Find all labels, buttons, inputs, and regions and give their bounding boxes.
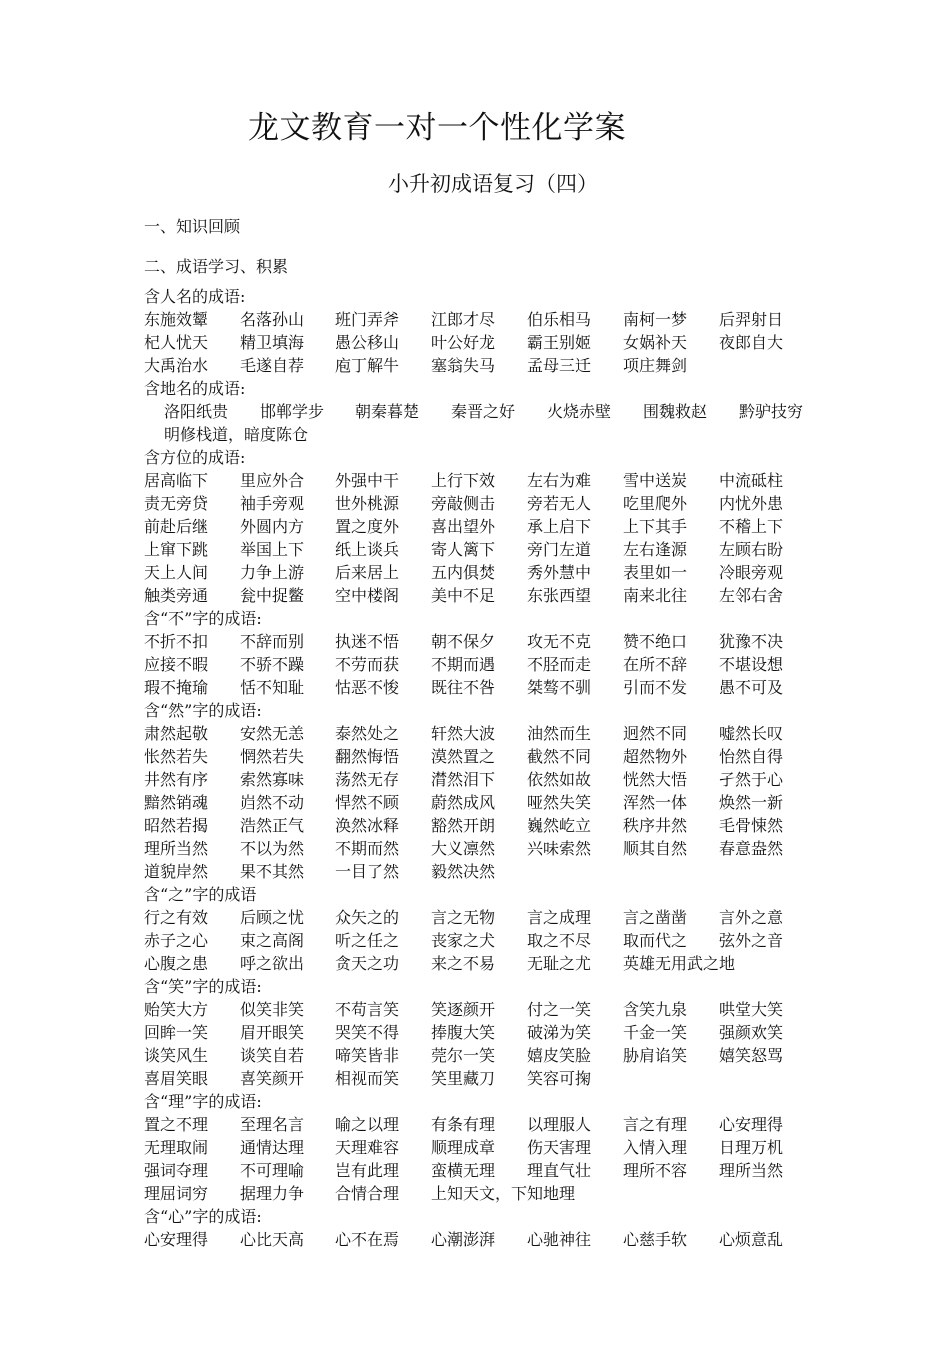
idiom: 围魏救赵	[643, 402, 708, 421]
idiom: 道貌岸然	[144, 862, 209, 881]
idiom: 蔚然成风	[431, 793, 496, 812]
idiom-content	[144, 285, 844, 1251]
idiom: 岂有此理	[335, 1161, 400, 1180]
idiom-row	[144, 952, 844, 975]
idiom-row	[144, 1067, 844, 1090]
idiom: 千金一笑	[623, 1023, 688, 1042]
idiom: 在所不辞	[623, 655, 688, 674]
idiom: 蛮横无理	[431, 1161, 496, 1180]
idiom: 言之成理	[527, 908, 592, 927]
idiom: 春意盎然	[719, 839, 784, 858]
idiom: 嘘然长叹	[719, 724, 784, 743]
idiom: 空中楼阁	[335, 586, 400, 605]
idiom-row	[144, 906, 844, 929]
idiom: 雪中送炭	[623, 471, 688, 490]
idiom: 贻笑大方	[144, 1000, 209, 1019]
idiom: 强颜欢笑	[719, 1023, 784, 1042]
group-heading: 含方位的成语:	[144, 448, 246, 467]
idiom: 言之无物	[431, 908, 496, 927]
idiom: 孑然于心	[719, 770, 784, 789]
idiom: 触类旁通	[144, 586, 209, 605]
idiom: 入情入理	[623, 1138, 688, 1157]
idiom-row	[144, 538, 844, 561]
idiom: 昭然若揭	[144, 816, 209, 835]
idiom: 强词夺理	[144, 1161, 209, 1180]
idiom: 索然寡味	[240, 770, 305, 789]
idiom: 轩然大波	[431, 724, 496, 743]
idiom: 伤天害理	[527, 1138, 592, 1157]
document-title: 龙文教育一对一个性化学案	[248, 110, 626, 146]
idiom: 内忧外患	[719, 494, 784, 513]
idiom: 心比天高	[240, 1230, 305, 1249]
idiom: 焕然一新	[719, 793, 784, 812]
idiom: 项庄舞剑	[623, 356, 688, 375]
idiom: 心安理得	[719, 1115, 784, 1134]
idiom: 吃里爬外	[623, 494, 688, 513]
idiom: 言之凿凿	[623, 908, 688, 927]
idiom: 胁肩谄笑	[623, 1046, 688, 1065]
idiom: 不辞而别	[240, 632, 305, 651]
idiom: 顺其自然	[623, 839, 688, 858]
idiom-row	[144, 1182, 844, 1205]
idiom: 举国上下	[240, 540, 305, 559]
idiom: 洛阳纸贵	[164, 402, 229, 421]
idiom: 嬉笑怒骂	[719, 1046, 784, 1065]
idiom: 杞人忧天	[144, 333, 209, 352]
idiom: 女娲补天	[623, 333, 688, 352]
idiom: 不以为然	[240, 839, 305, 858]
idiom: 冷眼旁观	[719, 563, 784, 582]
idiom: 毛骨悚然	[719, 816, 784, 835]
idiom-row	[144, 1044, 844, 1067]
idiom: 应接不暇	[144, 655, 209, 674]
idiom-row	[144, 1113, 844, 1136]
idiom: 赤子之心	[144, 931, 209, 950]
idiom: 外圆内方	[240, 517, 305, 536]
idiom: 言之有理	[623, 1115, 688, 1134]
idiom: 嬉皮笑脸	[527, 1046, 592, 1065]
idiom: 来之不易	[431, 954, 496, 973]
idiom: 行之有效	[144, 908, 209, 927]
idiom: 塞翁失马	[431, 356, 496, 375]
idiom-row	[144, 1228, 844, 1251]
idiom: 班门弄斧	[335, 310, 400, 329]
idiom: 荡然无存	[335, 770, 400, 789]
idiom: 惘然若失	[240, 747, 305, 766]
section-heading-idioms: 二、成语学习、积累	[144, 257, 289, 276]
idiom: 顺理成章	[431, 1138, 496, 1157]
idiom: 啼笑皆非	[335, 1046, 400, 1065]
idiom: 喜出望外	[431, 517, 496, 536]
idiom: 哑然失笑	[527, 793, 592, 812]
group-heading: 含“理”字的成语:	[144, 1092, 262, 1111]
idiom: 莞尔一笑	[431, 1046, 496, 1065]
idiom: 不期而遇	[431, 655, 496, 674]
idiom: 上知天文，下知地理	[431, 1184, 576, 1203]
idiom: 无理取闹	[144, 1138, 209, 1157]
idiom: 巍然屹立	[527, 816, 592, 835]
idiom-row	[144, 653, 844, 676]
idiom: 心潮澎湃	[431, 1230, 496, 1249]
idiom: 不折不扣	[144, 632, 209, 651]
idiom: 果不其然	[240, 862, 305, 881]
idiom: 愚不可及	[719, 678, 784, 697]
idiom: 孟母三迁	[527, 356, 592, 375]
idiom: 心腹之患	[144, 954, 209, 973]
idiom: 执迷不悟	[335, 632, 400, 651]
idiom: 力争上游	[240, 563, 305, 582]
idiom: 依然如故	[527, 770, 592, 789]
idiom-row	[144, 331, 844, 354]
idiom-row	[144, 400, 844, 423]
idiom: 理屈词穷	[144, 1184, 209, 1203]
idiom: 日理万机	[719, 1138, 784, 1157]
idiom: 泰然处之	[335, 724, 400, 743]
idiom-row	[144, 998, 844, 1021]
idiom: 英雄无用武之地	[623, 954, 736, 973]
idiom: 朝不保夕	[431, 632, 496, 651]
idiom: 大禹治水	[144, 356, 209, 375]
idiom: 不胫而走	[527, 655, 592, 674]
idiom-row	[144, 584, 844, 607]
idiom: 捧腹大笑	[431, 1023, 496, 1042]
idiom: 秩序井然	[623, 816, 688, 835]
idiom: 瓮中捉鳖	[240, 586, 305, 605]
idiom: 后顾之忧	[240, 908, 305, 927]
idiom: 理所不容	[623, 1161, 688, 1180]
idiom: 南柯一梦	[623, 310, 688, 329]
idiom-row	[144, 1136, 844, 1159]
idiom: 秀外慧中	[527, 563, 592, 582]
idiom-row	[144, 308, 844, 331]
idiom: 心烦意乱	[719, 1230, 784, 1249]
idiom: 夜郎自大	[719, 333, 784, 352]
idiom: 理所当然	[144, 839, 209, 858]
idiom-row	[144, 676, 844, 699]
idiom: 至理名言	[240, 1115, 305, 1134]
idiom: 世外桃源	[335, 494, 400, 513]
idiom: 豁然开朗	[431, 816, 496, 835]
idiom: 东张西望	[527, 586, 592, 605]
idiom: 不可理喻	[240, 1161, 305, 1180]
idiom-row	[144, 722, 844, 745]
idiom: 呼之欲出	[240, 954, 305, 973]
idiom: 通情达理	[240, 1138, 305, 1157]
idiom: 后羿射日	[719, 310, 784, 329]
idiom-row	[144, 791, 844, 814]
idiom: 哄堂大笑	[719, 1000, 784, 1019]
group-heading: 含“不”字的成语:	[144, 609, 262, 628]
idiom: 置之度外	[335, 517, 400, 536]
idiom: 外强中干	[335, 471, 400, 490]
idiom: 怙恶不悛	[335, 678, 400, 697]
idiom: 喜笑颜开	[240, 1069, 305, 1088]
idiom: 岿然不动	[240, 793, 305, 812]
idiom: 左顾右盼	[719, 540, 784, 559]
group-heading: 含人名的成语:	[144, 287, 246, 306]
idiom: 纸上谈兵	[335, 540, 400, 559]
idiom: 上下其手	[623, 517, 688, 536]
idiom: 上窜下跳	[144, 540, 209, 559]
idiom: 天理难容	[335, 1138, 400, 1157]
idiom: 大义凛然	[431, 839, 496, 858]
document-subtitle: 小升初成语复习（四）	[388, 172, 598, 196]
idiom: 后来居上	[335, 563, 400, 582]
idiom: 无耻之尤	[527, 954, 592, 973]
idiom-row	[144, 630, 844, 653]
idiom-row	[144, 814, 844, 837]
idiom: 一目了然	[335, 862, 400, 881]
idiom: 似笑非笑	[240, 1000, 305, 1019]
idiom: 兴味索然	[527, 839, 592, 858]
idiom: 井然有序	[144, 770, 209, 789]
idiom: 怅然若失	[144, 747, 209, 766]
group-heading: 含“然”字的成语:	[144, 701, 262, 720]
idiom: 瑕不掩瑜	[144, 678, 209, 697]
idiom: 旁门左道	[527, 540, 592, 559]
idiom: 不稽上下	[719, 517, 784, 536]
idiom: 伯乐相马	[527, 310, 592, 329]
idiom: 贪天之功	[335, 954, 400, 973]
idiom: 名落孙山	[240, 310, 305, 329]
idiom-row	[144, 1021, 844, 1044]
idiom: 上行下效	[431, 471, 496, 490]
idiom: 黯然销魂	[144, 793, 209, 812]
idiom: 天上人间	[144, 563, 209, 582]
idiom: 听之任之	[335, 931, 400, 950]
idiom: 置之不理	[144, 1115, 209, 1134]
idiom-row	[144, 837, 844, 860]
idiom-row	[144, 745, 844, 768]
idiom: 谈笑风生	[144, 1046, 209, 1065]
idiom: 众矢之的	[335, 908, 400, 927]
idiom: 有条有理	[431, 1115, 496, 1134]
idiom: 左右为难	[527, 471, 592, 490]
idiom: 承上启下	[527, 517, 592, 536]
idiom: 江郎才尽	[431, 310, 496, 329]
idiom: 精卫填海	[240, 333, 305, 352]
idiom-row	[144, 860, 844, 883]
group-heading: 含“心”字的成语:	[144, 1207, 262, 1226]
idiom: 翻然悔悟	[335, 747, 400, 766]
idiom: 恍然大悟	[623, 770, 688, 789]
idiom: 弦外之音	[719, 931, 784, 950]
idiom: 笑里藏刀	[431, 1069, 496, 1088]
idiom: 居高临下	[144, 471, 209, 490]
idiom: 叶公好龙	[431, 333, 496, 352]
idiom: 庖丁解牛	[335, 356, 400, 375]
idiom: 心驰神往	[527, 1230, 592, 1249]
idiom: 理所当然	[719, 1161, 784, 1180]
idiom: 左邻右舍	[719, 586, 784, 605]
idiom: 美中不足	[431, 586, 496, 605]
idiom: 漠然置之	[431, 747, 496, 766]
idiom: 油然而生	[527, 724, 592, 743]
idiom: 合情合理	[335, 1184, 400, 1203]
idiom: 迥然不同	[623, 724, 688, 743]
idiom-row	[144, 1159, 844, 1182]
idiom-row	[144, 492, 844, 515]
idiom: 笑逐颜开	[431, 1000, 496, 1019]
idiom: 霸王别姬	[527, 333, 592, 352]
group-heading: 含“之”字的成语	[144, 885, 257, 904]
idiom-row	[144, 561, 844, 584]
idiom: 喜眉笑眼	[144, 1069, 209, 1088]
idiom: 涣然冰释	[335, 816, 400, 835]
idiom: 恬不知耻	[240, 678, 305, 697]
idiom: 超然物外	[623, 747, 688, 766]
idiom-row	[144, 768, 844, 791]
idiom: 截然不同	[527, 747, 592, 766]
idiom: 谈笑自若	[240, 1046, 305, 1065]
idiom: 旁敲侧击	[431, 494, 496, 513]
idiom: 火烧赤壁	[547, 402, 612, 421]
idiom: 朝秦暮楚	[355, 402, 420, 421]
idiom: 言外之意	[719, 908, 784, 927]
idiom: 束之高阁	[240, 931, 305, 950]
idiom: 秦晋之好	[451, 402, 516, 421]
idiom: 桀骜不驯	[527, 678, 592, 697]
idiom: 五内俱焚	[431, 563, 496, 582]
idiom: 寄人篱下	[431, 540, 496, 559]
idiom: 不劳而获	[335, 655, 400, 674]
idiom: 悍然不顾	[335, 793, 400, 812]
idiom: 赞不绝口	[623, 632, 688, 651]
idiom: 哭笑不得	[335, 1023, 400, 1042]
idiom: 黔驴技穷	[739, 402, 804, 421]
idiom: 以理服人	[527, 1115, 592, 1134]
idiom: 中流砥柱	[719, 471, 784, 490]
idiom: 邯郸学步	[260, 402, 325, 421]
idiom: 不骄不躁	[240, 655, 305, 674]
idiom: 引而不发	[623, 678, 688, 697]
idiom: 毅然决然	[431, 862, 496, 881]
idiom: 浩然正气	[240, 816, 305, 835]
idiom: 犹豫不决	[719, 632, 784, 651]
idiom-row	[144, 515, 844, 538]
idiom: 愚公移山	[335, 333, 400, 352]
idiom-row	[144, 929, 844, 952]
idiom: 责无旁贷	[144, 494, 209, 513]
idiom: 不堪设想	[719, 655, 784, 674]
idiom: 潸然泪下	[431, 770, 496, 789]
idiom: 左右逢源	[623, 540, 688, 559]
idiom: 前赴后继	[144, 517, 209, 536]
idiom: 里应外合	[240, 471, 305, 490]
idiom: 含笑九泉	[623, 1000, 688, 1019]
idiom: 袖手旁观	[240, 494, 305, 513]
group-heading: 含地名的成语:	[144, 379, 246, 398]
idiom: 笑容可掬	[527, 1069, 592, 1088]
idiom-row	[144, 354, 844, 377]
idiom: 心慈手软	[623, 1230, 688, 1249]
idiom: 据理力争	[240, 1184, 305, 1203]
idiom: 攻无不克	[527, 632, 592, 651]
idiom: 安然无恙	[240, 724, 305, 743]
idiom: 付之一笑	[527, 1000, 592, 1019]
idiom: 理直气壮	[527, 1161, 592, 1180]
idiom: 眉开眼笑	[240, 1023, 305, 1042]
idiom: 不期而然	[335, 839, 400, 858]
idiom: 肃然起敬	[144, 724, 209, 743]
idiom: 心不在焉	[335, 1230, 400, 1249]
idiom: 浑然一体	[623, 793, 688, 812]
idiom: 南来北往	[623, 586, 688, 605]
idiom-row	[144, 469, 844, 492]
idiom: 取而代之	[623, 931, 688, 950]
idiom: 旁若无人	[527, 494, 592, 513]
idiom: 取之不尽	[527, 931, 592, 950]
idiom: 不苟言笑	[335, 1000, 400, 1019]
idiom: 东施效颦	[144, 310, 209, 329]
idiom-row	[144, 423, 844, 446]
idiom: 喻之以理	[335, 1115, 400, 1134]
idiom: 丧家之犬	[431, 931, 496, 950]
group-heading: 含“笑”字的成语:	[144, 977, 262, 996]
idiom: 相视而笑	[335, 1069, 400, 1088]
idiom: 毛遂自荐	[240, 356, 305, 375]
idiom: 心安理得	[144, 1230, 209, 1249]
idiom: 明修栈道，暗度陈仓	[164, 425, 309, 444]
idiom: 怡然自得	[719, 747, 784, 766]
idiom: 既往不咎	[431, 678, 496, 697]
idiom: 破涕为笑	[527, 1023, 592, 1042]
idiom: 表里如一	[623, 563, 688, 582]
idiom: 回眸一笑	[144, 1023, 209, 1042]
section-heading-review: 一、知识回顾	[144, 217, 241, 236]
